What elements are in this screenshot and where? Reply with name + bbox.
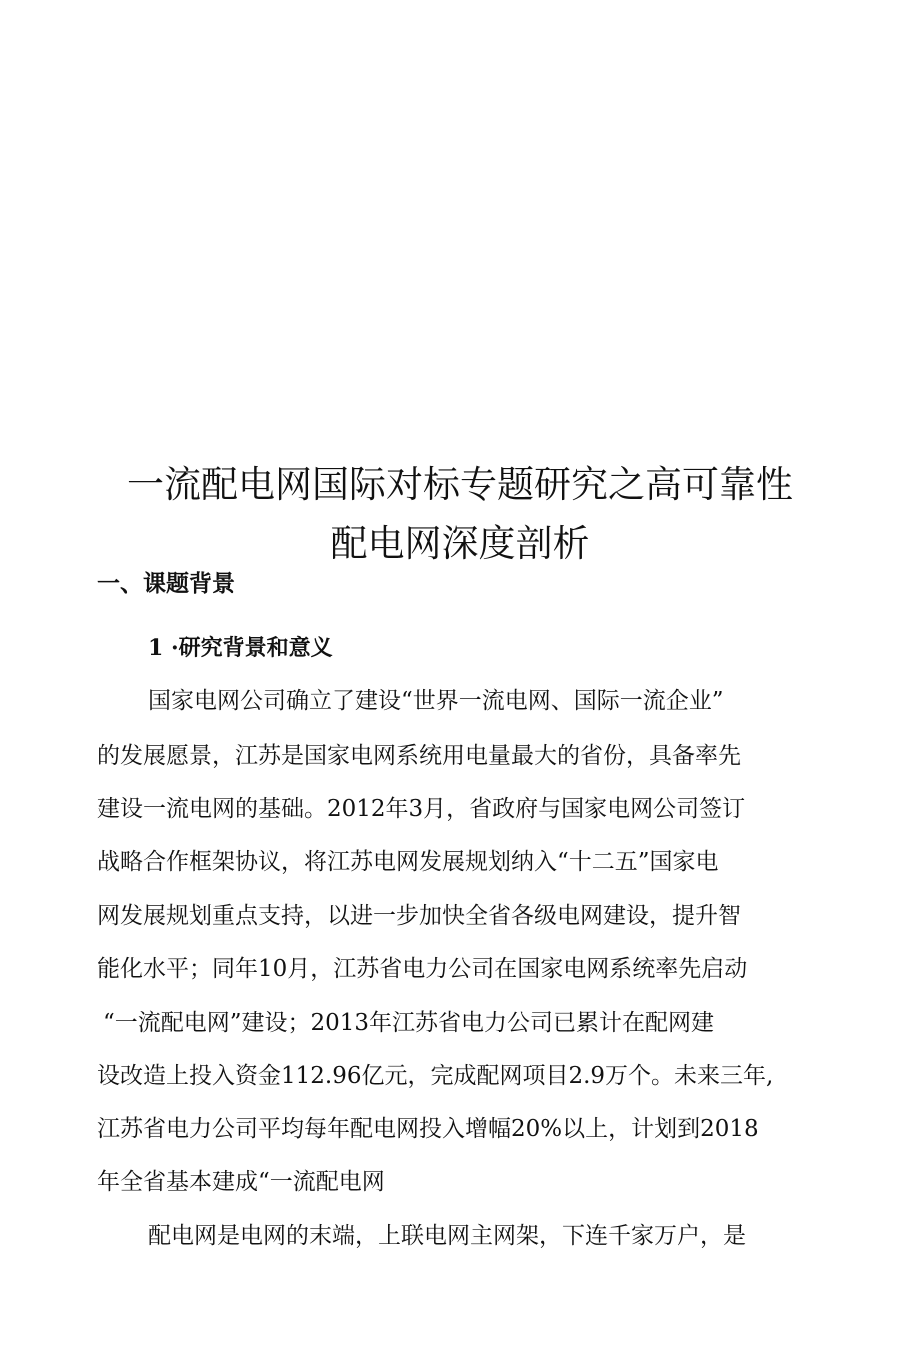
paragraph-line: 配电网是电网的末端，上联电网主网架，下连千家万户，是 [148, 1223, 746, 1249]
paragraph-line: “一流配电网”建设；2013年江苏省电力公司已累计在配网建 [103, 1010, 715, 1036]
paragraph-line: 江苏省电力公司平均每年配电网投入增幅20%以上，计划到2018 [97, 1116, 759, 1142]
paragraph-line: 网发展规划重点支持，以进一步加快全省各级电网建设，提升智 [97, 903, 741, 929]
section-heading: 一、课题背景 [97, 570, 235, 597]
paragraph-line: 国家电网公司确立了建设“世界一流电网、国际一流企业” [148, 688, 724, 714]
document-title-line-1: 一流配电网国际对标专题研究之高可靠性 [127, 463, 793, 506]
paragraph-line: 能化水平；同年10月，江苏省电力公司在国家电网系统率先启动 [97, 956, 748, 982]
subsection-heading: 1 ·研究背景和意义 [148, 635, 333, 661]
paragraph-line: 年全省基本建成“一流配电网 [97, 1169, 385, 1195]
paragraph-line: 设改造上投入资金112.96亿元，完成配网项目2.9万个。未来三年, [97, 1063, 774, 1089]
paragraph-line: 战略合作框架协议，将江苏电网发展规划纳入“十二五”国家电 [97, 849, 719, 875]
paragraph-line: 建设一流电网的基础。2012年3月，省政府与国家电网公司签订 [97, 796, 746, 822]
document-title-line-2: 配电网深度剖析 [330, 522, 590, 565]
paragraph-line: 的发展愿景，江苏是国家电网系统用电量最大的省份，具备率先 [97, 743, 741, 769]
